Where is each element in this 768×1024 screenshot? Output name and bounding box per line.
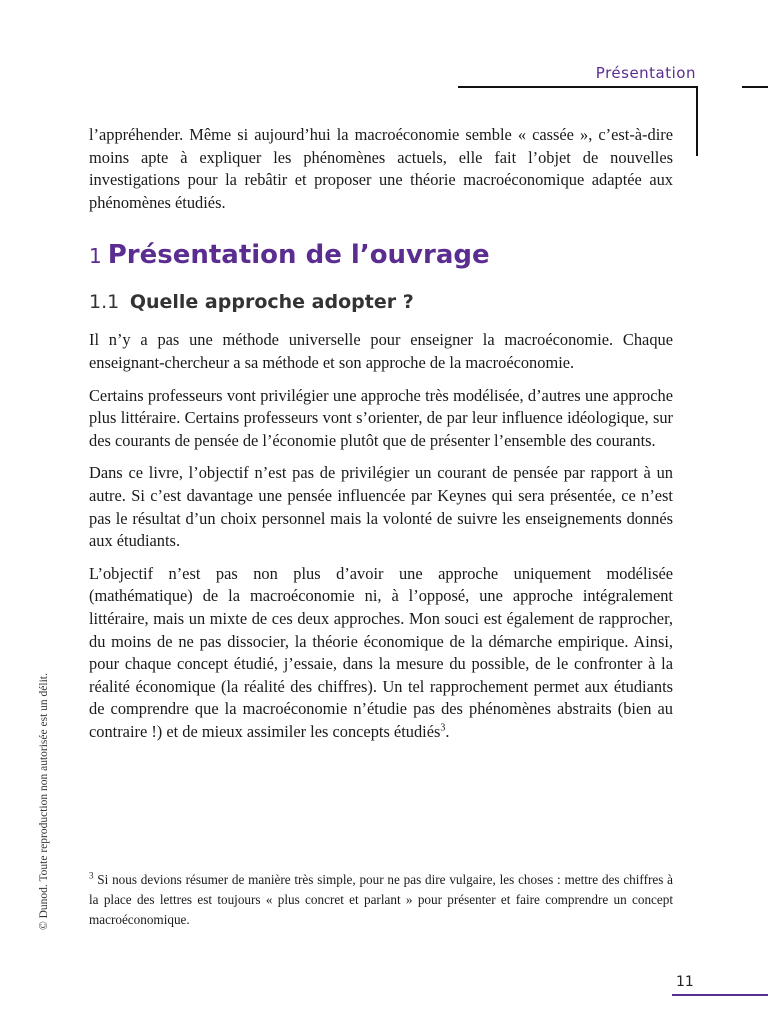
section-number: 1	[89, 244, 102, 269]
paragraph: Certains professeurs vont privilégier une approche très modélisée, d’autres une approche plus littéraire. Certains professeurs vont s’orienter, de par leur influence idéologique, sur des courants de pensée de l’économie plutôt que de présenter l’ensemble des courants.	[89, 385, 673, 450]
paragraph-with-footnote: L’objectif n’est pas non plus d’avoir une approche uniquement modélisée (mathématique) de la macroéconomie ni, à l’opposé, une approche intégralement littéraire, mais un mixte de ces deux approches. Mon souci est également de rapprocher, du moins de ne pas dissocier, la théorie économique de la démarche empirique. Ainsi, pour chaque concept étudié, j’essaie, dans la mesure du possible, de le confronter à la réalité économique (la réalité des chiffres). Un tel rapprochement permet aux étudiants de comprendre que la macroéconomie n’étudie pas des phénomènes abstraits (bien au contraire !) et de mieux assimiler les concepts étudiés$^3$.	[89, 563, 673, 741]
paragraph: Dans ce livre, l’objectif n’est pas de privilégier un courant de pensée par rapport à un autre. Si c’est davantage une pensée influencée par Keynes qui sera présentée, ce n’est pas le résultat d’un choix personnel mais la volonté de suivre les enseignements donnés aux étudiants.	[89, 463, 673, 551]
footnote	[89, 870, 673, 930]
running-head: Présentation	[595, 64, 696, 82]
footnote-text: Si nous devions résumer de manière très simple, pour ne pas dire vulgaire, les choses : mettre des chiffres à la place des lettres est toujours « plus concret et parlant » pour présenter et faire comprendre un concept macroéconomique.	[89, 872, 673, 927]
footnote-marker: 3	[89, 870, 94, 881]
header-rule-vertical	[696, 86, 698, 156]
page-number: 11	[676, 974, 694, 990]
header-rule-right	[742, 86, 768, 88]
subsection-title: Quelle approche adopter ?	[129, 291, 414, 314]
paragraph-text: L’objectif n’est pas non plus d’avoir une approche uniquement modélisée (mathématique) de la macroéconomie ni, à l’opposé, une approche intégralement littéraire, mais un mixte de ces deux approches. Mon souci est également de rapprocher, du moins de ne pas dissocier, la théorie économique de la démarche empirique. Ainsi, pour chaque concept étudié, j’essaie, dans la mesure du possible, de le confronter à la réalité économique (la réalité des chiffres). Un tel rapprochement permet aux étudiants de comprendre que la macroéconomie n’étudie pas des phénomènes abstraits (bien au contraire !) et de mieux assimiler les concepts étudiés	[89, 563, 673, 741]
page-number-rule	[672, 994, 768, 996]
paragraph: Il n’y a pas une méthode universelle pour enseigner la macroéconomie. Chaque enseignant-chercheur a sa méthode et son approche de la macroéconomie.	[89, 330, 673, 372]
copyright-notice: © Dunod. Toute reproduction non autorisée est un délit.	[38, 673, 50, 930]
section-heading	[89, 238, 673, 273]
subsection-number: 1.1	[89, 291, 120, 314]
main-text	[89, 124, 673, 743]
header-rule	[458, 86, 698, 88]
section-title: Présentation de l’ouvrage	[107, 240, 490, 271]
intro-paragraph: l’appréhender. Même si aujourd’hui la macroéconomie semble « cassée », c’est-à-dire moins apte à expliquer les phénomènes actuels, elle fait l’objet de nouvelles investigations pour la rebâtir et proposer une théorie macroéconomique adaptée aux phénomènes étudiés.	[89, 125, 673, 212]
subsection-heading	[89, 289, 673, 315]
footnote-reference: 3	[440, 722, 446, 734]
